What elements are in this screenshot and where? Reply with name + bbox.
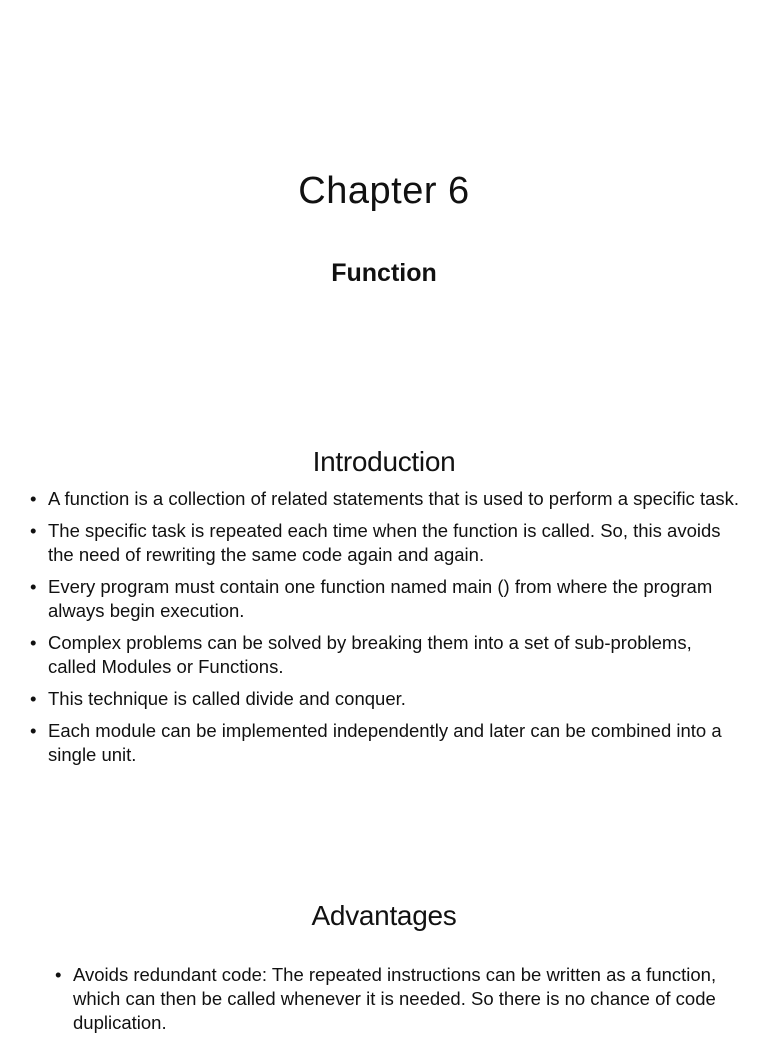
bullet-text: Complex problems can be solved by breaking them into a set of sub-problems, called Modules or Functions.: [48, 632, 692, 677]
bullet-text: The specific task is repeated each time when the function is called. So, this avoids the need of rewriting the same code again and again.: [48, 520, 721, 565]
bullet-text: Avoids redundant code: The repeated instructions can be written as a function, which can then be called whenever it is needed. So there is no chance of code duplication.: [73, 964, 717, 1033]
bullet-item: [30, 575, 740, 623]
chapter-title: Chapter 6: [298, 170, 470, 212]
introduction-bullet-list: [30, 487, 740, 775]
bullet-text: A function is a collection of related statements that is used to perform a specific task.: [48, 488, 740, 509]
bullet-text: Each module can be implemented independently and later can be combined into a single unit.: [48, 720, 722, 765]
introduction-heading: Introduction: [312, 446, 456, 477]
chapter-subtitle: Function: [331, 259, 437, 287]
bullet-icon: •: [30, 720, 37, 741]
bullet-item: [30, 631, 740, 679]
bullet-icon: •: [30, 520, 37, 541]
bullet-text: This technique is called divide and conquer.: [48, 688, 406, 709]
bullet-item: [30, 519, 740, 567]
bullet-item: [30, 687, 740, 711]
title-slide: [0, 0, 768, 420]
introduction-slide: [0, 420, 768, 860]
bullet-icon: •: [30, 488, 37, 509]
bullet-icon: •: [30, 576, 37, 597]
bullet-item: [30, 719, 740, 767]
advantages-bullet-list: [55, 963, 745, 1043]
advantages-slide: [0, 860, 768, 1033]
bullet-icon: •: [30, 688, 37, 709]
bullet-item: [55, 963, 745, 1035]
bullet-icon: •: [30, 632, 37, 653]
bullet-icon: •: [55, 964, 62, 985]
bullet-item: [30, 487, 740, 511]
bullet-text: Every program must contain one function named main () from where the program always begin execution.: [48, 576, 713, 621]
advantages-heading: Advantages: [311, 900, 457, 931]
